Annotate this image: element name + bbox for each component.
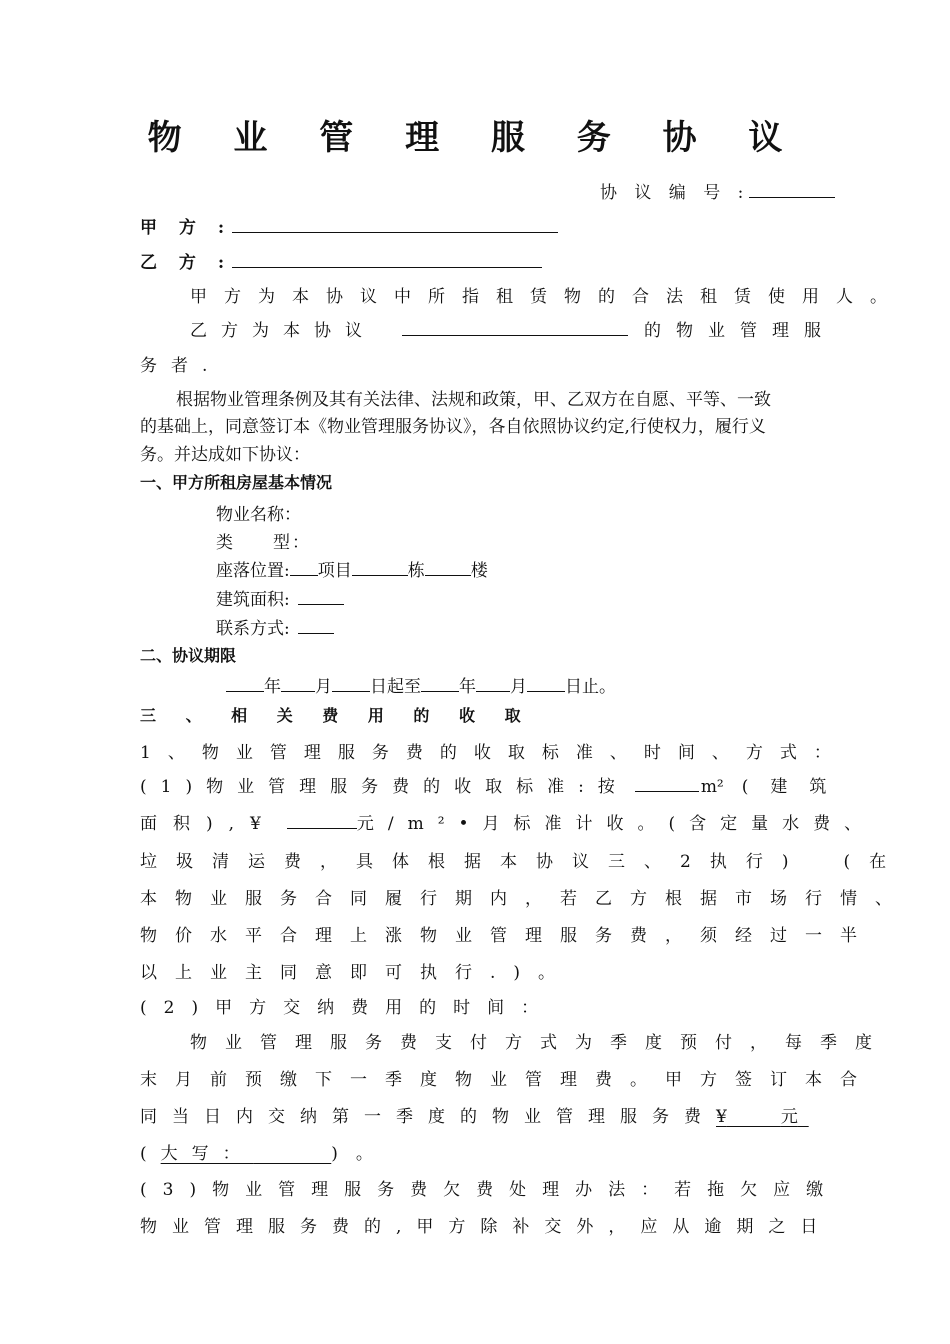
- p1-unit-m2: m²: [700, 777, 724, 797]
- section-2-heading: 二、协议期限: [140, 646, 237, 665]
- p1-line-6: 以上业主同意即可执行.)。: [140, 963, 574, 983]
- capital-amount: [161, 1144, 332, 1164]
- intro-line-1: 甲方为本协议中所指租赁物的合法租赁使用人。: [190, 287, 904, 307]
- p2-line-2: 末月前预缴下一季度物业管理费。甲方签订本合: [140, 1070, 875, 1090]
- p1-line-2-prefix: 面积),¥: [140, 814, 277, 834]
- start-month-unit: 月: [315, 677, 332, 697]
- building-area-label: 建筑面积:: [216, 590, 290, 610]
- p2-open-paren: (: [140, 1144, 147, 1164]
- p1-line-3: 垃圾清运费，具体根据本协议三、2执行) (在: [140, 852, 906, 872]
- contact-label: 联系方式:: [216, 619, 290, 639]
- contact: [216, 614, 334, 639]
- section-1-heading: 一、甲方所租房屋基本情况: [140, 473, 333, 492]
- agreement-number-blank: [749, 196, 835, 198]
- end-day-blank: [527, 690, 565, 692]
- party-b-blank: [232, 266, 542, 268]
- p3-line-1: (3)物业管理服务费欠费处理办法：若拖欠应缴: [140, 1180, 840, 1200]
- term-dates: [226, 672, 616, 697]
- agreement-number-label: 协 议 编 号 :: [600, 183, 750, 203]
- fee-unit: 元: [780, 1107, 798, 1127]
- preamble-line-3: 务。并达成如下协议：: [140, 445, 310, 465]
- p2-line-3: [140, 1102, 809, 1127]
- start-day-blank: [332, 690, 370, 692]
- p1-line-2-suffix: 元/m²•月标准计收。(含定量水费、: [356, 814, 876, 834]
- property-type-label: 类 型：: [216, 533, 311, 553]
- intro-line-2: [190, 316, 836, 341]
- end-day-unit: 日止。: [565, 677, 616, 697]
- p1-line-1-suffix: (建筑: [741, 777, 849, 797]
- fee-currency-symbol: ¥: [716, 1107, 727, 1127]
- p1-line-1-prefix: (1)物业管理服务费的收取标准:按: [140, 777, 629, 797]
- p3-line-2: 物业管理服务费的,甲方除补交外，应从逾期之日: [140, 1217, 833, 1237]
- p2-heading: (2)甲方交纳费用的时间：: [140, 998, 556, 1018]
- document-title: 物 业 管 理 服 务 协 议: [147, 118, 803, 158]
- party-a-label: 甲 方 :: [140, 218, 233, 238]
- item-1-heading: 1、物业管理服务费的收取标准、时间、方式：: [140, 743, 848, 763]
- p1-line-4: 本物业服务合同履行期内，若乙方根据市场行情、: [140, 889, 910, 909]
- location-building: 栋: [407, 561, 425, 581]
- location-blank-1: [290, 574, 318, 576]
- p1-line-5: 物价水平合理上涨物业管理服务费，须经过一半: [140, 926, 875, 946]
- party-b-label: 乙 方 :: [140, 253, 233, 273]
- section-3-heading: 三 、 相 关 费 用 的 收 取: [140, 706, 533, 725]
- p1-line-1: [140, 772, 848, 797]
- preamble-line-1: 根据物业管理条例及其有关法律、法规和政策，甲、乙双方在自愿、平等、一致: [176, 390, 771, 410]
- start-month-blank: [281, 690, 315, 692]
- start-year-blank: [226, 690, 264, 692]
- preamble-line-2: 的基础上，同意签订本《物业管理服务协议》，各自依照协议约定,行使权力，履行义: [140, 417, 766, 437]
- fee-amount-space: [727, 1107, 781, 1127]
- party-a-line: [140, 213, 558, 238]
- location-blank-2: [352, 574, 408, 576]
- p2-line-4: [140, 1139, 391, 1164]
- building-area: [216, 585, 344, 610]
- location-floor: 楼: [470, 561, 488, 581]
- agreement-number: [600, 178, 835, 203]
- p2-close-paren: )。: [331, 1144, 391, 1164]
- location-label: 座落位置:: [216, 561, 290, 581]
- intro-line-2-prefix: 乙方为本协议: [190, 321, 376, 341]
- start-year-unit: 年: [264, 677, 281, 697]
- first-quarter-fee: [716, 1107, 809, 1127]
- capital-amount-space: [254, 1144, 332, 1164]
- building-area-blank: [298, 603, 344, 605]
- p2-line-3-text: 同当日内交纳第一季度的物业管理服务费: [140, 1107, 716, 1127]
- end-year-unit: 年: [459, 677, 476, 697]
- property-name-label: 物业名称：: [216, 505, 301, 525]
- rate-amount-blank: [287, 827, 357, 829]
- intro-service-provider-blank: [402, 334, 628, 336]
- fee-trailing-space: [798, 1107, 809, 1127]
- location-blank-3: [425, 574, 471, 576]
- rate-area-blank: [635, 790, 699, 792]
- p1-line-2: [140, 809, 875, 834]
- capital-amount-label: 大写：: [160, 1144, 254, 1164]
- party-b-line: [140, 248, 542, 273]
- party-a-blank: [232, 231, 558, 233]
- start-day-unit: 日起至: [370, 677, 421, 697]
- p2-line-1: 物业管理服务费支付方式为季度预付，每季度: [190, 1033, 890, 1053]
- intro-line-3: 务者.: [140, 356, 222, 376]
- property-location: [216, 556, 488, 581]
- intro-line-2-suffix: 的物业管理服: [644, 321, 836, 341]
- end-month-unit: 月: [510, 677, 527, 697]
- location-project: 项目: [317, 561, 352, 581]
- contact-blank: [298, 632, 334, 634]
- end-year-blank: [421, 690, 459, 692]
- end-month-blank: [476, 690, 510, 692]
